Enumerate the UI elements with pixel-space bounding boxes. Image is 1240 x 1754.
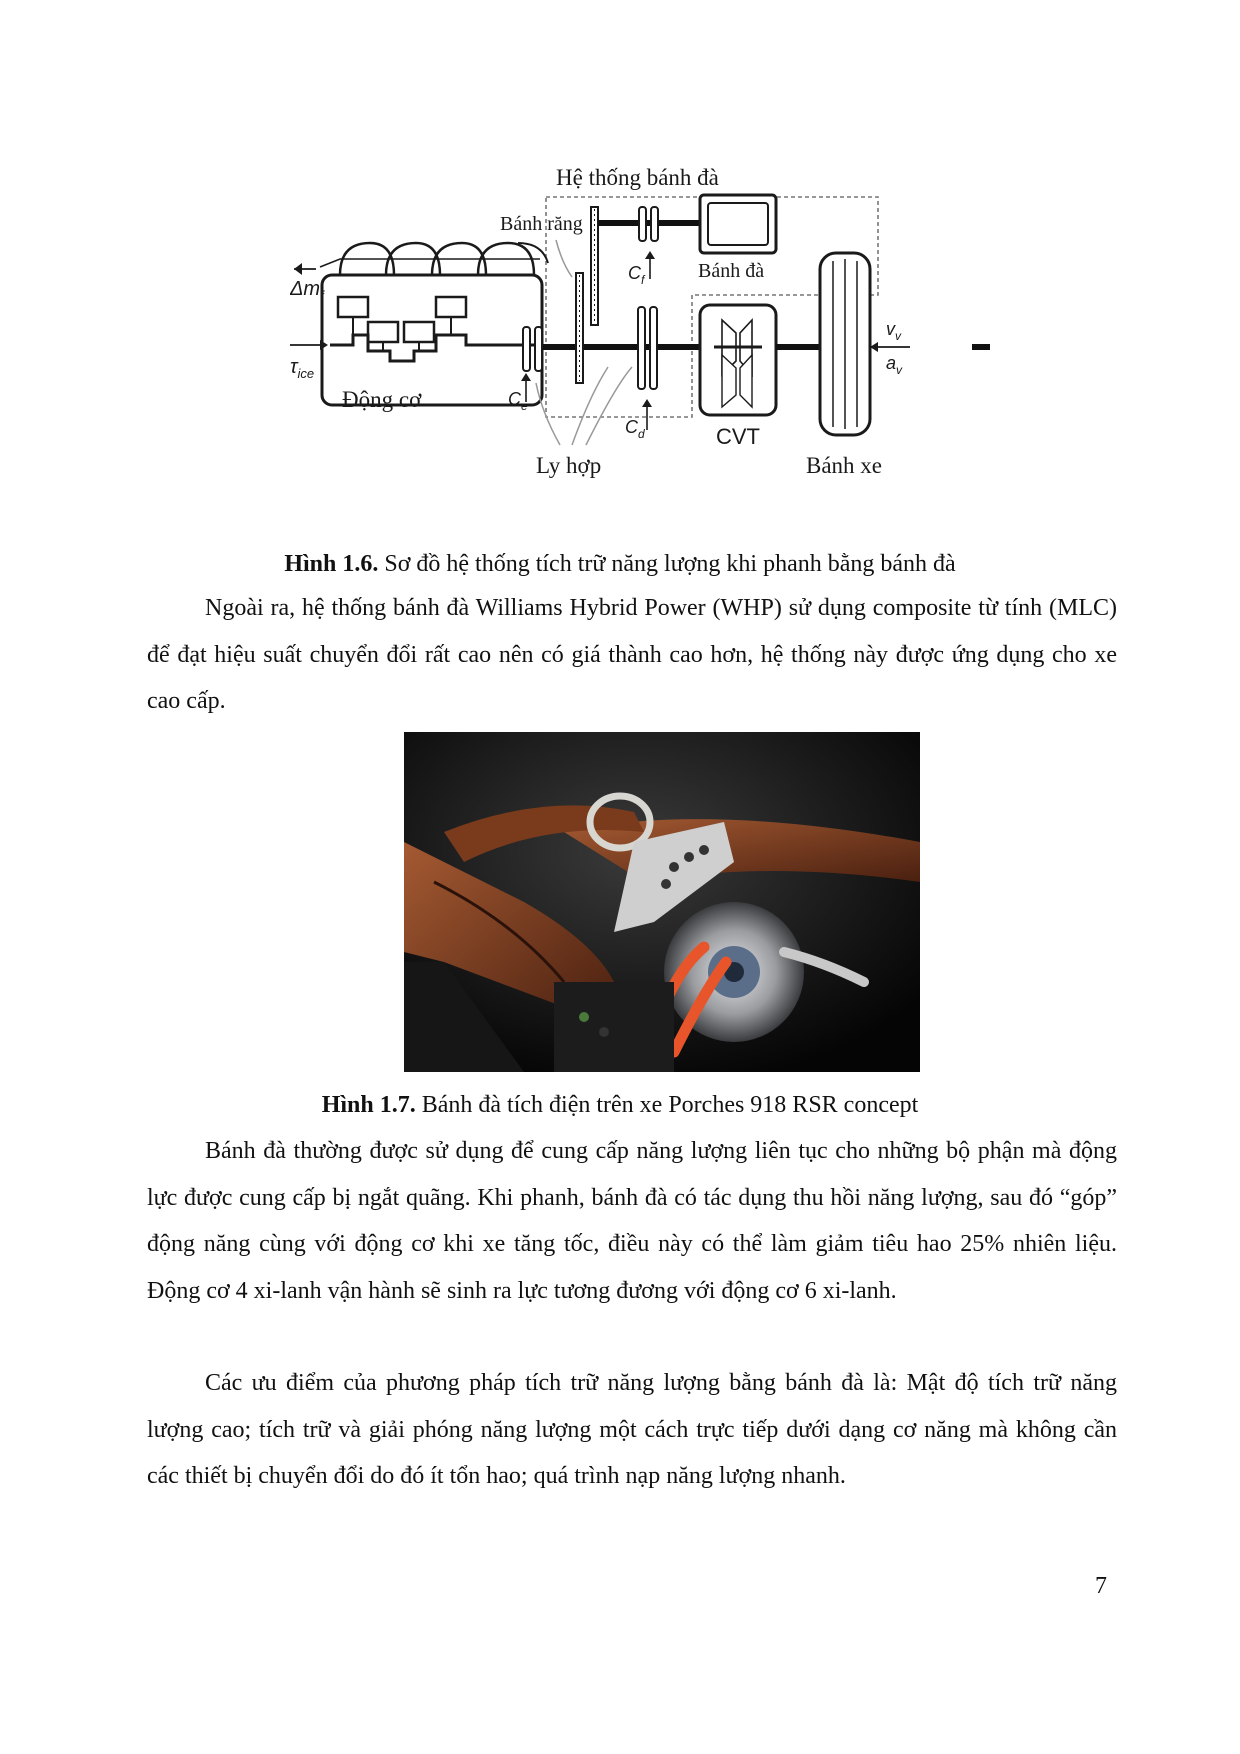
figure-1-6-caption-label: Hình 1.6. [284,551,379,577]
flywheel-system-diagram [290,155,1030,525]
clutch-cd [625,307,657,441]
flywheel [700,195,776,253]
engine-label: Động cơ [342,387,422,412]
figure-1-6-caption [0,548,1240,580]
flywheel-system-title: Hệ thống bánh đà [556,165,719,190]
gear-pointer-arrow [556,240,572,277]
flywheel-label: Bánh đà [698,260,765,282]
svg-text:Ce: $C_e$ [508,389,528,413]
vehicle-speed-symbol: $v_v$ [886,319,901,343]
paragraph-2-text: Bánh đà thường được sử dụng để cung cấp năng lượng liên tục cho những bộ phận mà động lực được cung cấp bị ngắt quãng. Khi phanh, bánh đà có tác dụng thu hồi năng lượng, sau đó “góp” động năng cùng với động cơ khi xe tăng tốc, điều này có thể làm giảm tiêu hao 25% nhiên liệu. Động cơ 4 xi-lanh vận hành sẽ sinh ra lực tương đương với động cơ 6 xi-lanh. [147,1138,1117,1304]
paragraph-3-text: Các ưu điểm của phương pháp tích trữ năng lượng bằng bánh đà là: Mật độ tích trữ năng lượng cao; tích trữ và giải phóng năng lượng một cách trực tiếp dưới dạng cơ năng mà không cần các thiết bị chuyển đổi do đó ít tổn hao; quá trình nạp năng lượng nhanh. [147,1370,1117,1489]
svg-text:Cd: $C_d$ [625,417,645,441]
paragraph-1-text: Ngoài ra, hệ thống bánh đà Williams Hybrid Power (WHP) sử dụng composite từ tính (MLC) để đạt hiệu suất chuyển đổi rất cao nên có giá thành cao hơn, hệ thống này được ứng dụng cho xe cao cấp. [147,595,1117,714]
engine-block [322,243,548,405]
engine-torque-symbol: $\tau_{ice}$ [290,356,315,381]
porsche-918-interior-photo [404,732,920,1072]
wheel [820,253,870,435]
svg-text:Cf: $C_f$ [628,263,645,287]
clutch-label: Ly hợp [536,453,602,478]
fuel-arrow-icon [320,259,540,267]
figure-1-6-caption-text: Sơ đồ hệ thống tích trữ năng lượng khi phanh bằng bánh đà [378,551,956,577]
cvt-unit [700,305,820,415]
paragraph-3 [147,1360,1117,1500]
cvt-label: CVT [716,424,760,449]
paragraph-1 [147,585,1117,725]
vehicle-accel-symbol: $a_v$ [886,353,903,377]
paragraph-2 [147,1128,1117,1314]
fuel-mass-symbol: $\Delta m_f$ [290,278,324,303]
clutch-cf [628,207,658,287]
page-number: 7 [1095,1573,1107,1599]
figure-1-7-caption-label: Hình 1.7. [321,1092,416,1118]
figure-1-7-caption-text: Bánh đà tích điện trên xe Porches 918 RSR concept [415,1092,919,1118]
gear-label: Bánh răng [500,213,583,235]
figure-1-7-caption [0,1089,1240,1121]
wheel-label: Bánh xe [806,453,883,478]
